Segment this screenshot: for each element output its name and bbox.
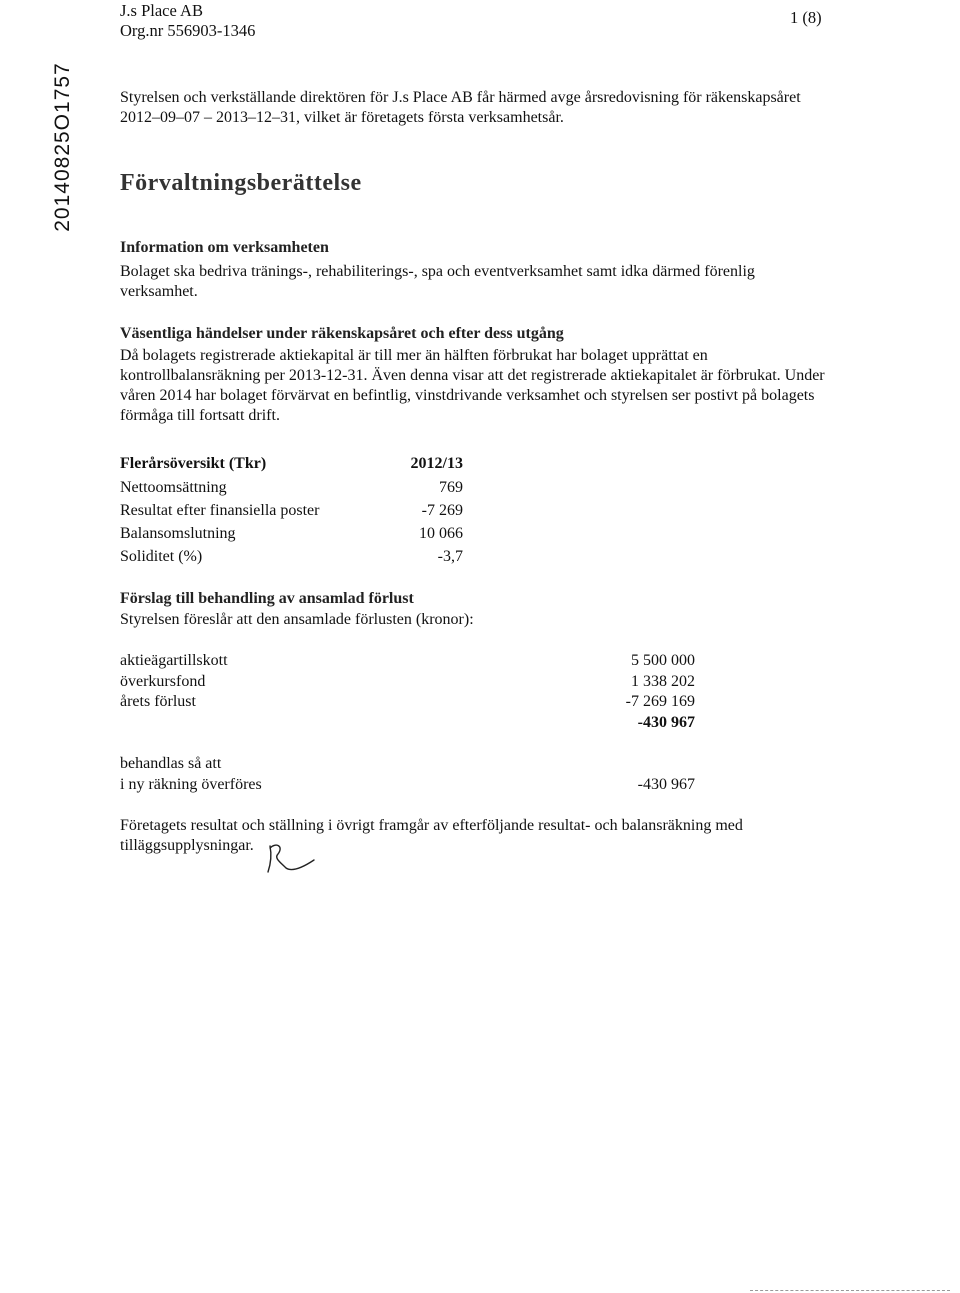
signature-initials <box>262 838 322 883</box>
proposal-heading: Förslag till behandling av ansamlad förlust <box>120 590 414 607</box>
closing-paragraph: Företagets resultat och ställning i övrigt framgår av efterföljande resultat- och balansräkning med tilläggsupplysningar. <box>120 817 743 854</box>
signature-icon <box>262 838 322 878</box>
table-header-row <box>120 452 463 476</box>
table-row <box>120 499 463 522</box>
treatment-line-2: i ny räkning överföres <box>120 776 262 793</box>
scan-artifact-line <box>750 1290 950 1292</box>
table-row <box>120 476 463 499</box>
row-value: 769 <box>439 478 463 496</box>
treatment-value: -430 967 <box>637 776 695 793</box>
alloc-value: -7 269 169 <box>625 693 695 710</box>
multi-year-overview <box>120 452 480 568</box>
table-row <box>120 522 463 545</box>
events-heading: Väsentliga händelser under räkenskapsåret och efter dess utgång <box>120 325 564 342</box>
alloc-total: -430 967 <box>637 714 695 731</box>
alloc-value: 5 500 000 <box>631 652 695 669</box>
multi-year-heading: Flerårsöversikt (Tkr) <box>120 455 267 472</box>
row-value: -7 269 <box>421 501 463 519</box>
row-value: -3,7 <box>437 547 463 565</box>
row-label: Balansomslutning <box>120 524 236 542</box>
company-name: J.s Place AB <box>120 1 203 20</box>
multi-year-table <box>120 452 463 568</box>
org-number: Org.nr 556903-1346 <box>120 21 256 40</box>
alloc-value: 1 338 202 <box>631 673 695 690</box>
row-label: Soliditet (%) <box>120 547 203 565</box>
row-label: Resultat efter finansiella poster <box>120 501 320 519</box>
document-id-vertical: 20140825O1757 <box>51 62 74 232</box>
period-header: 2012/13 <box>410 455 463 472</box>
alloc-label: aktieägartillskott <box>120 652 228 669</box>
page-title: Förvaltningsberättelse <box>120 170 362 196</box>
proposal-intro: Styrelsen föreslår att den ansamlade förlusten (kronor): <box>120 611 474 628</box>
treatment-line-1: behandlas så att <box>120 755 222 772</box>
info-heading: Information om verksamheten <box>120 239 329 256</box>
info-paragraph: Bolaget ska bedriva tränings-, rehabiliterings-, spa och eventverksamhet samt idka därmed förenlig verksamhet. <box>120 263 755 300</box>
events-paragraph: Då bolagets registrerade aktiekapital är till mer än hälften förbrukat har bolaget upprättat en kontrollbalansräkning per 2013-12-31. Även denna visar att det registrerade aktiekapitalet är förbrukat. Under våren 2014 har bolaget förvärvat en befintlig, vinstdrivande verksamhet och styrelsen ser postivt på bolagets förmåga till fortsatt drift. <box>120 347 825 424</box>
page-number: 1 (8) <box>790 8 822 27</box>
intro-paragraph: Styrelsen och verkställande direktören för J.s Place AB får härmed avge årsredovisning för räkenskapsåret 2012–09–07 – 2013–12–31, vilket är företagets första verksamhetsår. <box>120 89 801 126</box>
alloc-label: årets förlust <box>120 693 196 710</box>
table-row <box>120 545 463 568</box>
alloc-label: överkursfond <box>120 673 206 690</box>
row-label: Nettoomsättning <box>120 478 227 496</box>
row-value: 10 066 <box>419 524 463 542</box>
